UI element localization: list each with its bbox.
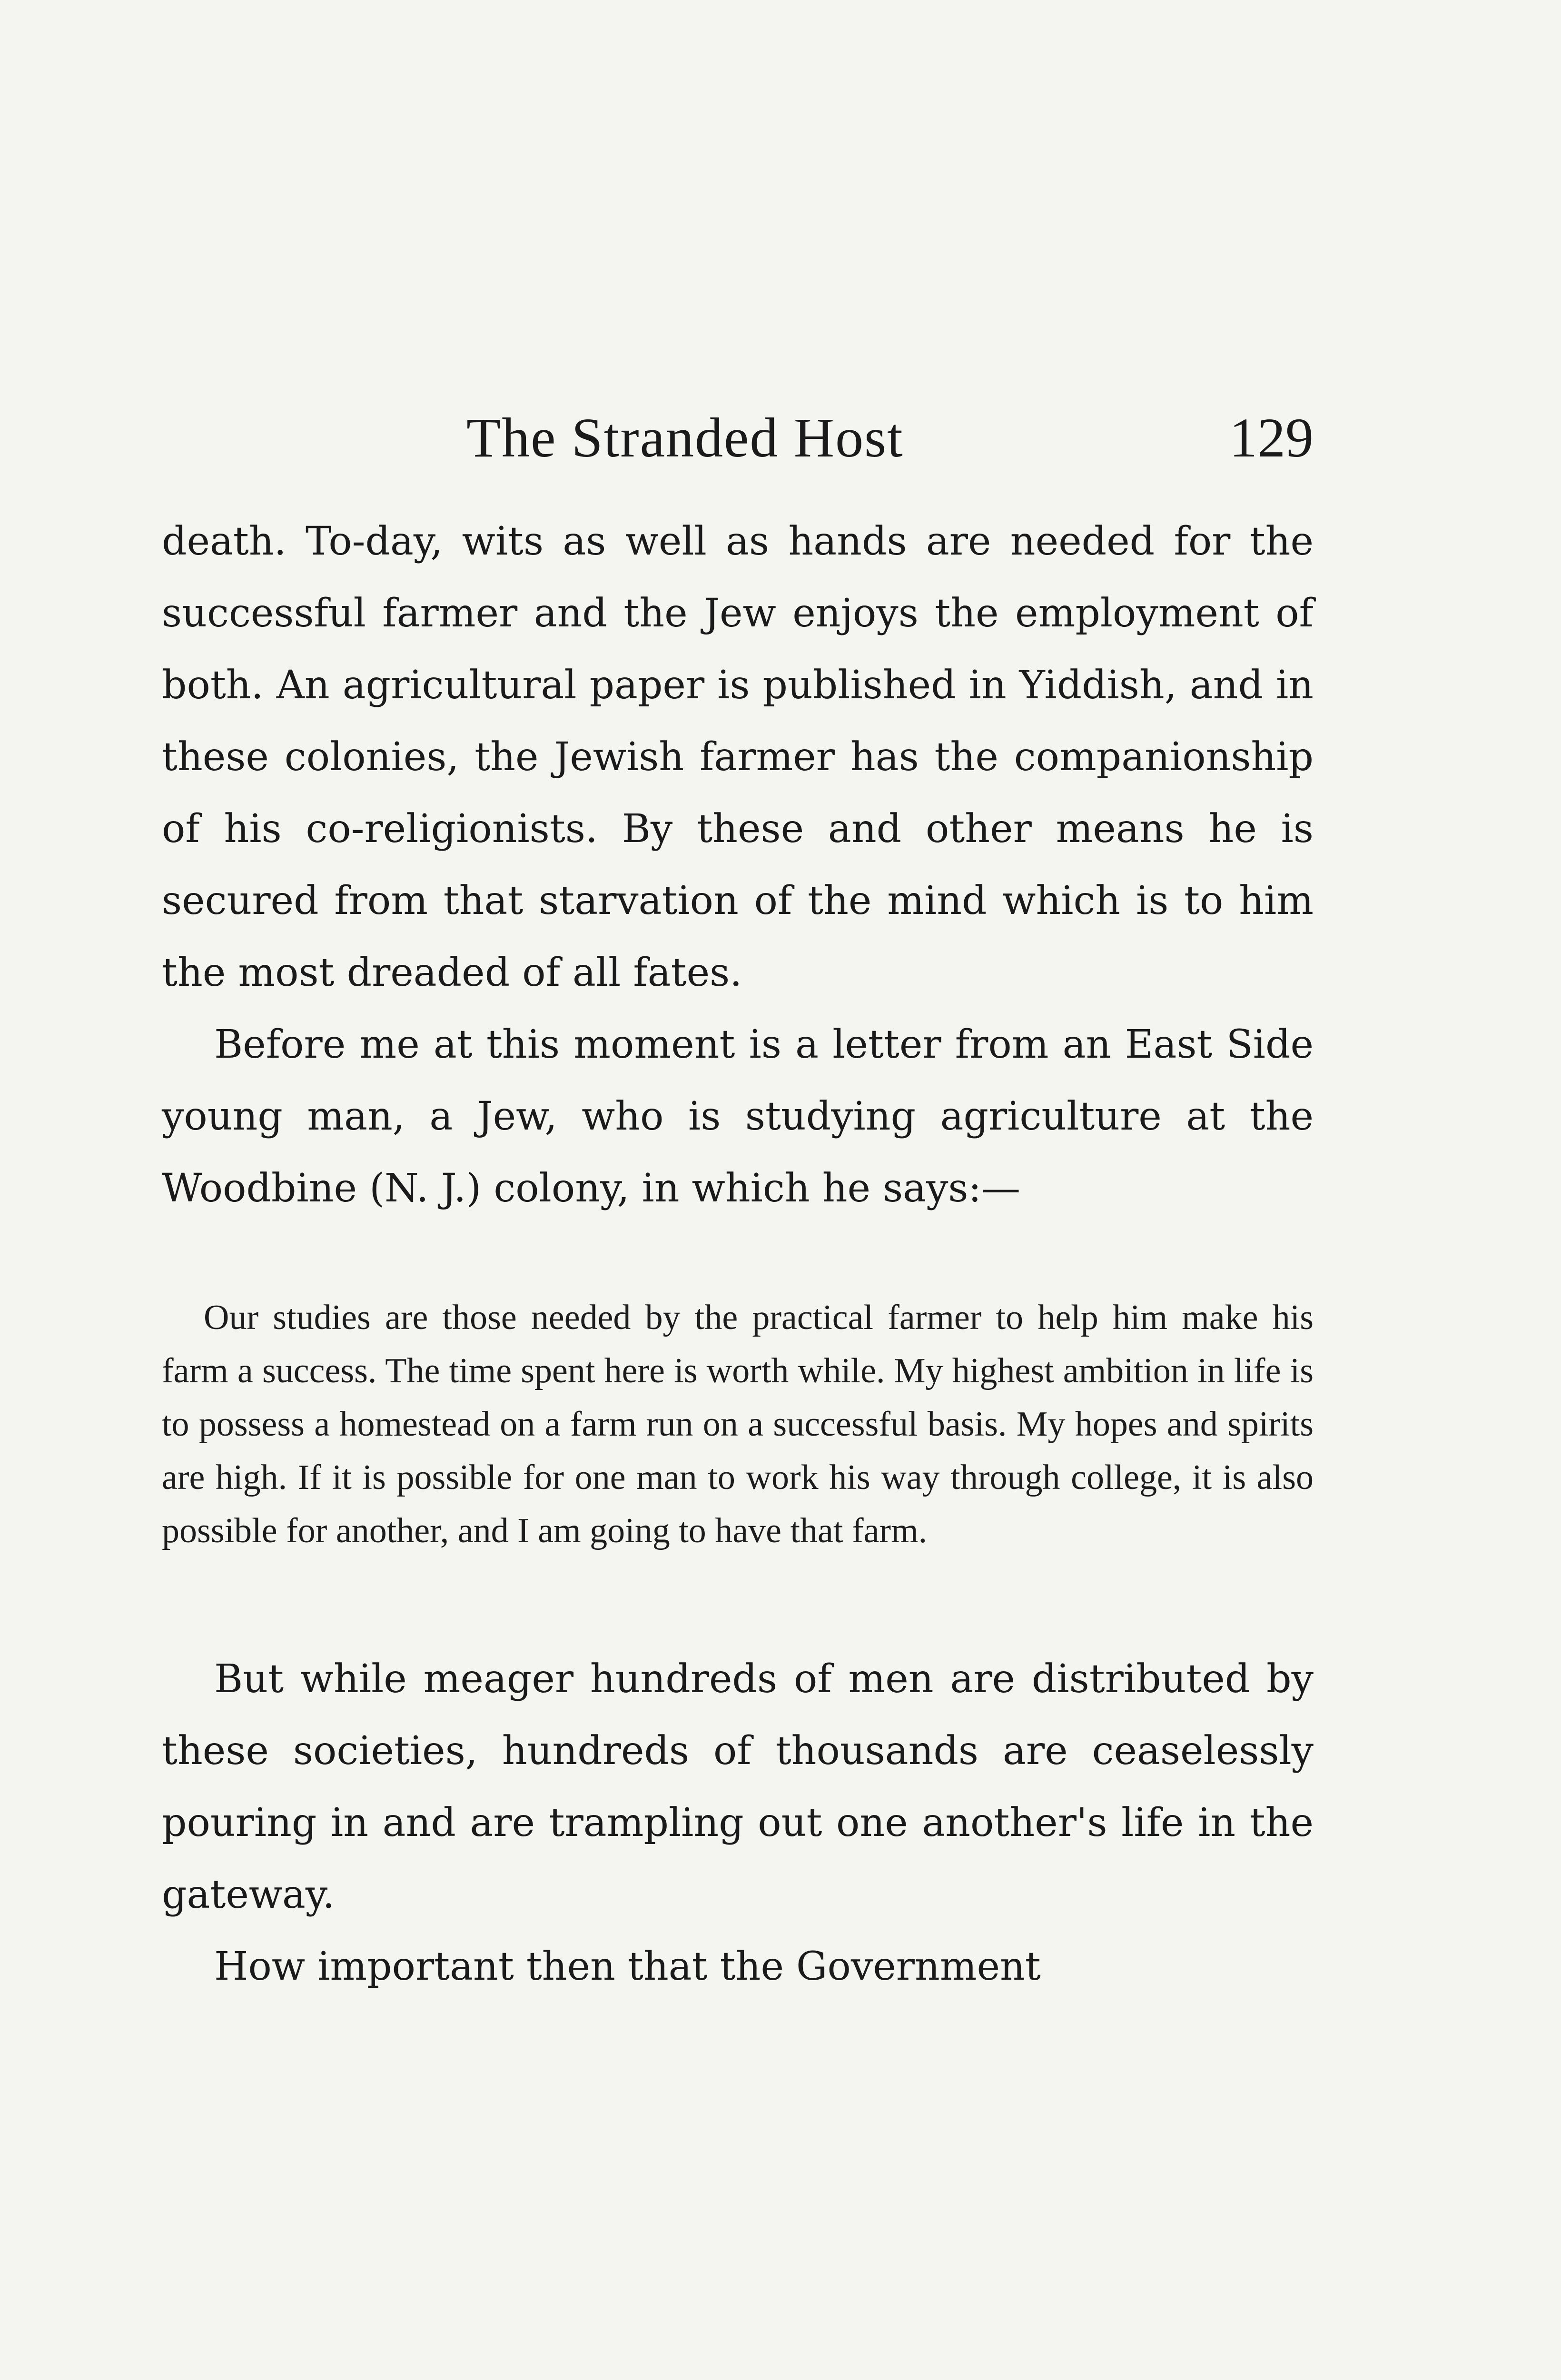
page-number: 129 [1229,407,1314,469]
page-header [162,390,1314,486]
body-paragraph: But while meager hundreds of men are distributed by these societies, hundreds of thousands are ceaselessly pouring in and are trampling out one another's life in the gateway. [162,1656,1314,1917]
running-title: The Stranded Host [466,407,904,469]
page-body [162,506,1314,2003]
body-paragraph: Before me at this moment is a letter from an East Side young man, a Jew, who is studying agriculture at the Woodbine (N. J.) colony, in which he says:— [162,1022,1314,1211]
body-paragraph: death. To-day, wits as well as hands are needed for the successful farmer and the Jew enjoys the employment of both. An agricultural paper is published in Yiddish, and in these colonies, the Jewish farmer has the companionship of his co-religionists. By these and other means he is secured from that starvation of the mind which is to him the most dreaded of all fates. [162,519,1314,995]
body-paragraph: How important then that the Government [214,1944,1041,1989]
block-quote: Our studies are those needed by the practical farmer to help him make his farm a success. The time spent here is worth while. My highest ambition in life is to possess a homestead on a farm run on a successful basis. My hopes and spirits are high. If it is possible for one man to work his way through college, it is also possible for another, and I am going to have that farm. [162,1298,1314,1550]
